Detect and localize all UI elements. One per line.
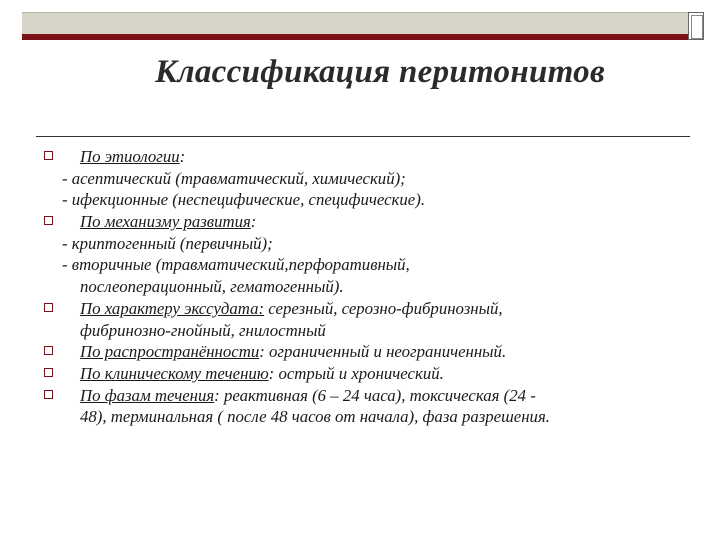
classification-list bbox=[0, 146, 720, 428]
corner-decoration bbox=[688, 12, 704, 40]
header-rule bbox=[22, 34, 688, 40]
item-text: : реактивная (6 – 24 часа), токсическая (24 - bbox=[214, 385, 536, 405]
item-heading: По механизму развития bbox=[80, 212, 251, 232]
checkbox-bullet-icon bbox=[44, 368, 53, 377]
item-heading: По фазам течения bbox=[80, 385, 215, 405]
item-text: : bbox=[250, 212, 257, 232]
sub-item-continuation: послеоперационный, гематогенный). bbox=[80, 277, 344, 297]
checkbox-bullet-icon bbox=[44, 346, 53, 355]
checkbox-bullet-icon bbox=[44, 216, 53, 225]
header-bar bbox=[22, 12, 688, 35]
item-text: серезный, серозно-фибринозный, bbox=[264, 298, 503, 318]
item-text: : bbox=[179, 147, 186, 166]
list-item bbox=[0, 341, 720, 363]
list-item bbox=[0, 211, 720, 233]
checkbox-bullet-icon bbox=[44, 303, 53, 312]
item-heading: По распространённости bbox=[80, 342, 260, 362]
sub-item: - ифекционные (неспецифические, специфические). bbox=[62, 190, 426, 210]
checkbox-bullet-icon bbox=[44, 151, 53, 160]
list-item bbox=[0, 146, 720, 168]
slide-title: Классификация перитонитов bbox=[154, 54, 606, 90]
item-heading: По характеру экссудата: bbox=[80, 298, 265, 318]
item-text: : ограниченный и неограниченный. bbox=[259, 342, 507, 362]
list-item bbox=[0, 298, 720, 320]
sub-item: - асептический (травматический, химический); bbox=[62, 168, 406, 188]
item-heading: По этиологии bbox=[80, 147, 180, 166]
item-continuation: 48), терминальная ( после 48 часов от начала), фаза разрешения. bbox=[80, 407, 550, 427]
list-item bbox=[0, 385, 720, 407]
checkbox-bullet-icon bbox=[44, 390, 53, 399]
list-item bbox=[0, 363, 720, 385]
title-divider bbox=[36, 136, 690, 137]
sub-item: - криптогенный (первичный); bbox=[62, 233, 273, 253]
item-heading: По клиническому течению bbox=[80, 363, 269, 383]
sub-item: - вторичные (травматический,перфоративный, bbox=[62, 255, 410, 275]
item-text: : острый и хронический. bbox=[268, 363, 444, 383]
item-continuation: фибринозно-гнойный, гнилостный bbox=[80, 320, 326, 340]
